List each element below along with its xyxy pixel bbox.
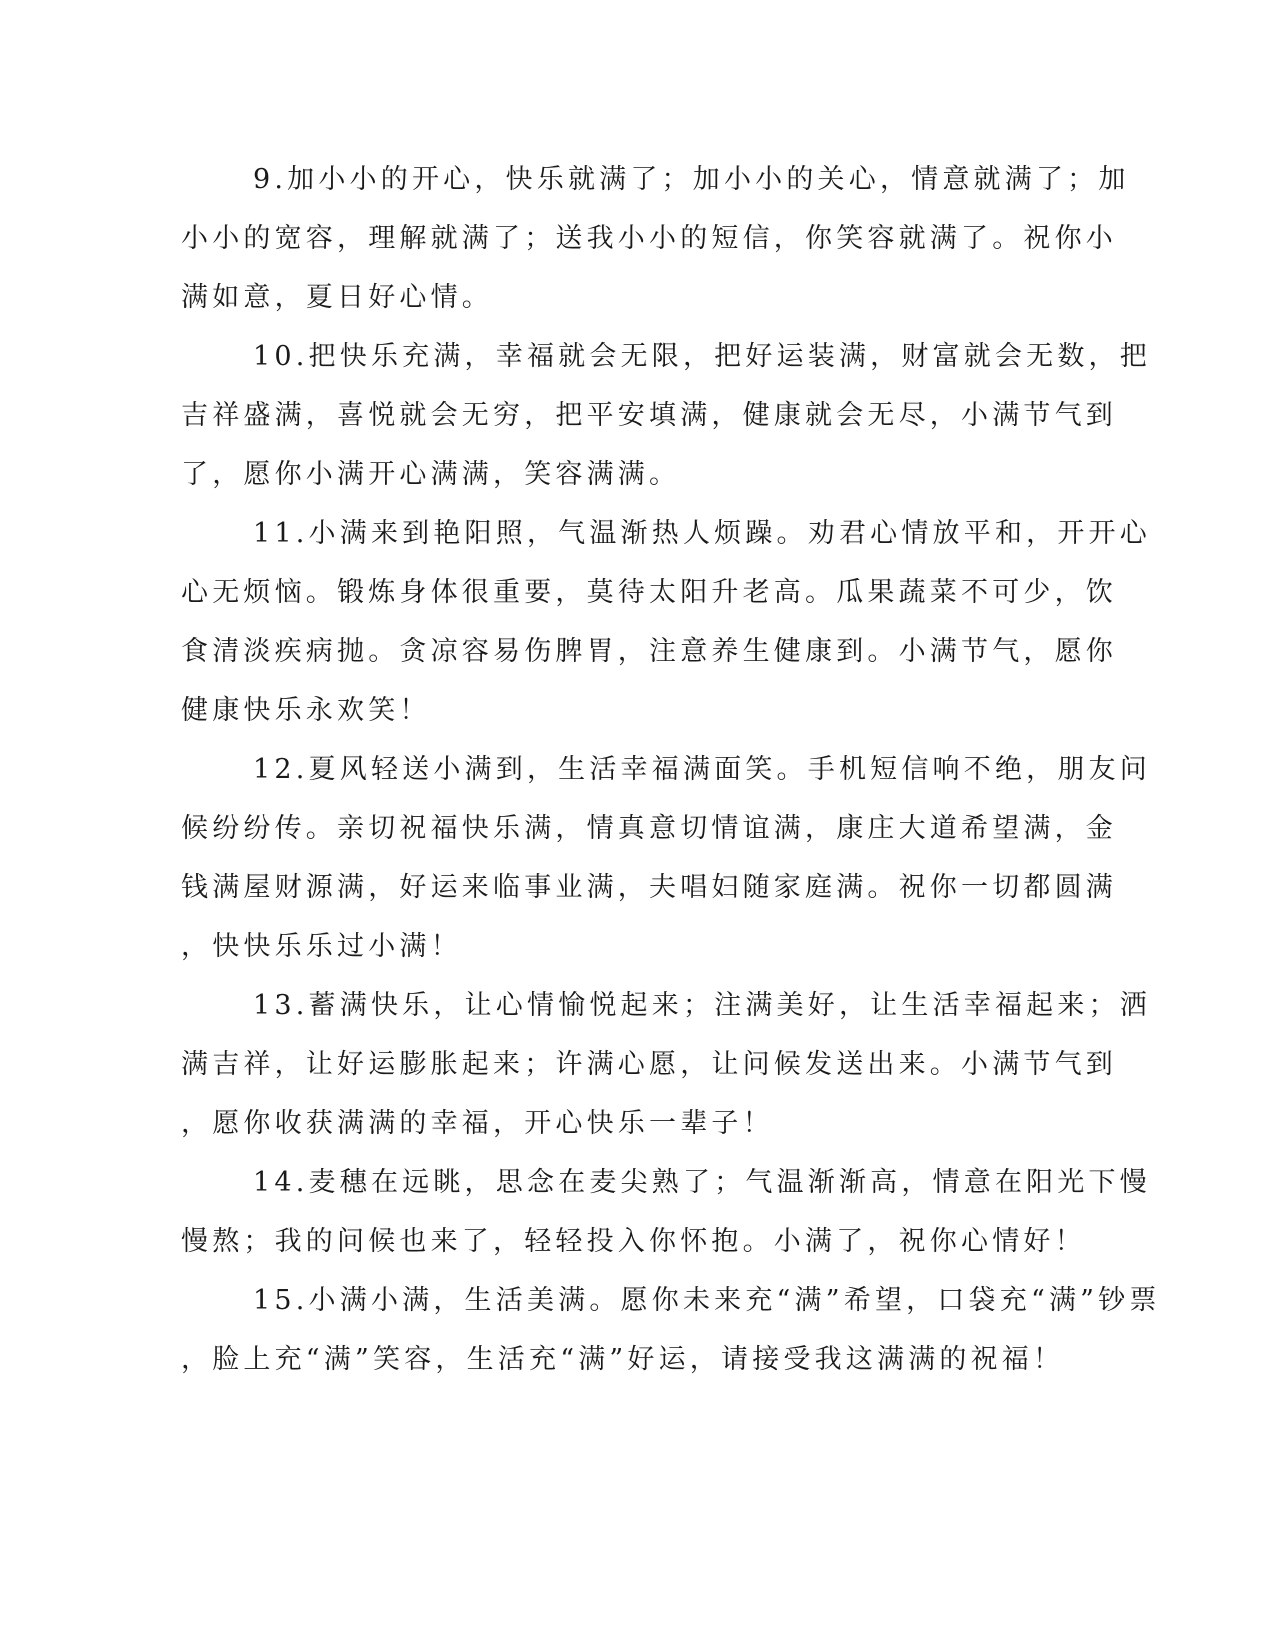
- paragraph-9-line-3: 满如意，夏日好心情。: [181, 282, 493, 313]
- paragraph-11-line-2: 心无烦恼。锻炼身体很重要，莫待太阳升老高。瓜果蔬菜不可少，饮: [181, 577, 1117, 608]
- paragraph-12-line-2: 候纷纷传。亲切祝福快乐满，情真意切情谊满，康庄大道希望满，金: [181, 813, 1117, 844]
- paragraph-9-line-2: 小小的宽容，理解就满了；送我小小的短信，你笑容就满了。祝你小: [181, 223, 1117, 254]
- paragraph-10-line-2: 吉祥盛满，喜悦就会无穷，把平安填满，健康就会无尽，小满节气到: [181, 400, 1117, 431]
- paragraph-9-line-1: 9.加小小的开心，快乐就满了；加小小的关心，情意就满了；加: [253, 164, 1130, 195]
- paragraph-10-line-3: 了，愿你小满开心满满，笑容满满。: [181, 459, 681, 490]
- paragraph-15-line-1: 15.小满小满，生活美满。愿你未来充“满”希望，口袋充“满”钞票: [253, 1285, 1161, 1316]
- paragraph-13-line-1: 13.蓄满快乐，让心情愉悦起来；注满美好，让生活幸福起来；洒: [253, 990, 1151, 1021]
- paragraph-12-line-4: ，快快乐乐过小满！: [181, 931, 462, 962]
- paragraph-11-line-1: 11.小满来到艳阳照，气温渐热人烦躁。劝君心情放平和，开开心: [253, 518, 1151, 549]
- paragraph-13-line-3: ，愿你收获满满的幸福，开心快乐一辈子！: [181, 1108, 774, 1139]
- paragraph-11-line-3: 食清淡疾病抛。贪凉容易伤脾胃，注意养生健康到。小满节气，愿你: [181, 636, 1117, 667]
- paragraph-12-line-1: 12.夏风轻送小满到，生活幸福满面笑。手机短信响不绝，朋友问: [253, 754, 1151, 785]
- paragraph-13-line-2: 满吉祥，让好运膨胀起来；许满心愿，让问候发送出来。小满节气到: [181, 1049, 1117, 1080]
- paragraph-15-line-2: ，脸上充“满”笑容，生活充“满”好运，请接受我这满满的祝福！: [181, 1344, 1065, 1375]
- paragraph-14-line-2: 慢熬；我的问候也来了，轻轻投入你怀抱。小满了，祝你心情好！: [181, 1226, 1086, 1257]
- paragraph-11-line-4: 健康快乐永欢笑！: [181, 695, 431, 726]
- paragraph-12-line-3: 钱满屋财源满，好运来临事业满，夫唱妇随家庭满。祝你一切都圆满: [181, 872, 1117, 903]
- paragraph-10-line-1: 10.把快乐充满，幸福就会无限，把好运装满，财富就会无数，把: [253, 341, 1151, 372]
- paragraph-14-line-1: 14.麦穗在远眺，思念在麦尖熟了；气温渐渐高，情意在阳光下慢: [253, 1167, 1151, 1198]
